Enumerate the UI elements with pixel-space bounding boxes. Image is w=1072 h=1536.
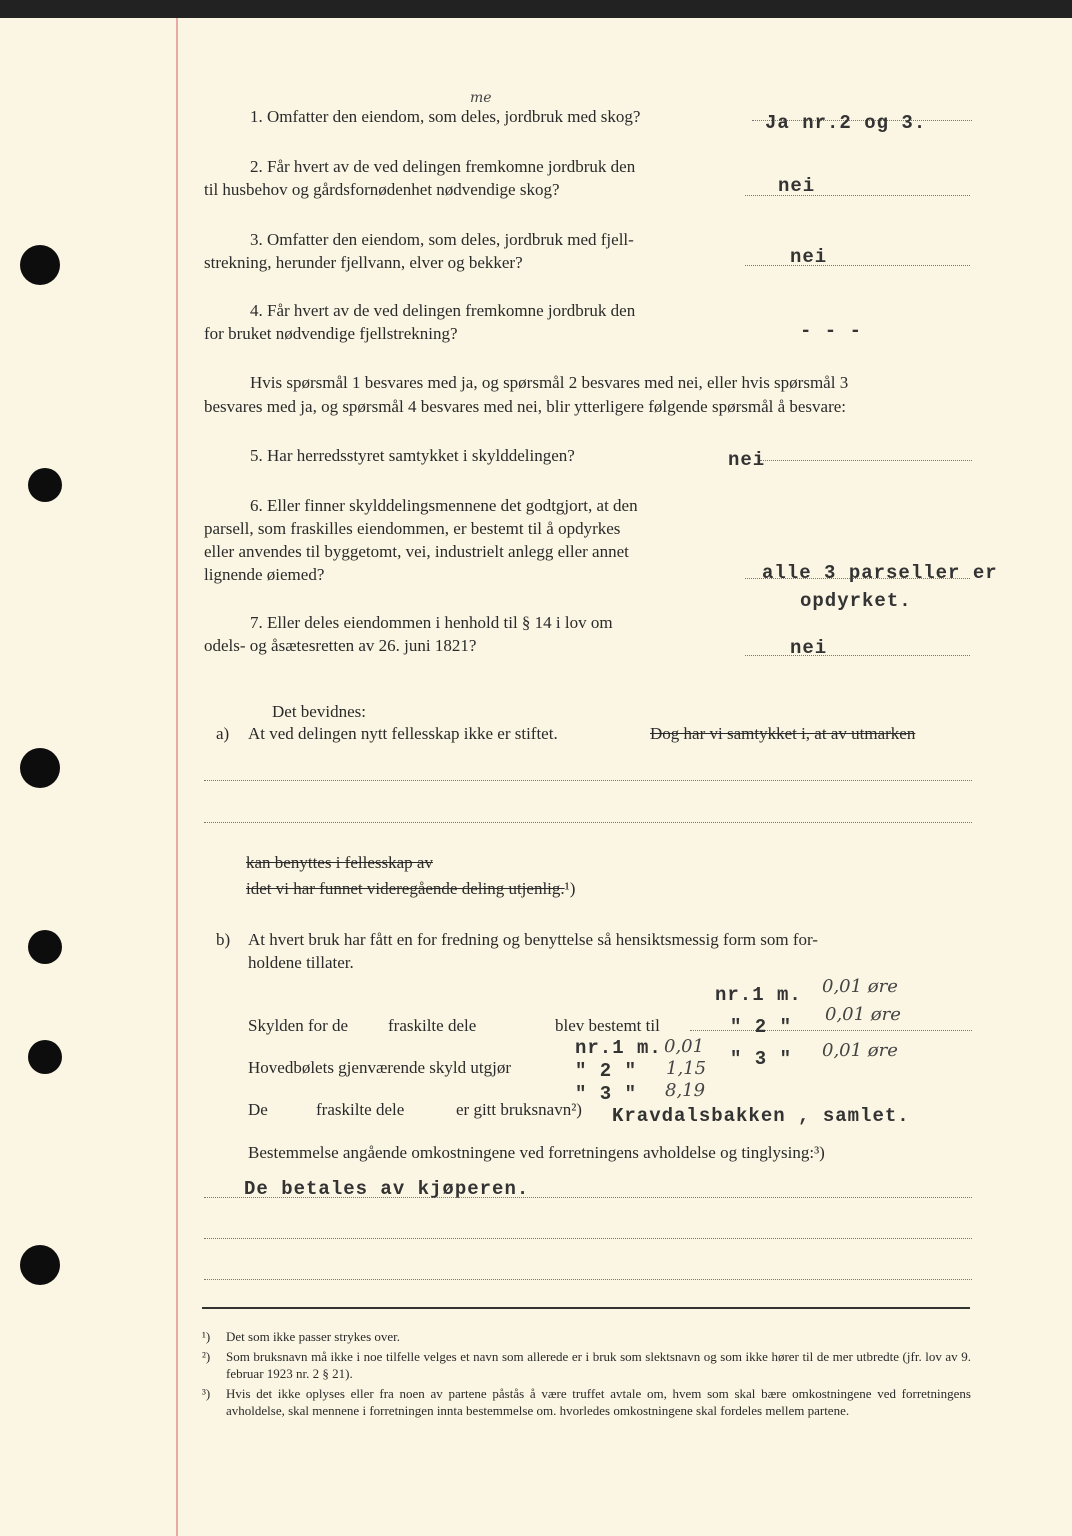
question-3-line2: strekning, herunder fjellvann, elver og bekker? <box>204 253 523 272</box>
condition-line2: besvares med ja, og spørsmål 4 besvares med nei, blir ytterligere følgende spørsmål å besvare: <box>204 397 847 416</box>
question-text: Omfatter den <box>267 107 358 126</box>
question-1 <box>250 106 640 128</box>
question-number: 4. <box>250 301 263 320</box>
footnote-ref: ¹) <box>564 879 576 898</box>
question-number: 5. <box>250 446 263 465</box>
skyld-nr-3: " 3 " <box>730 1048 793 1070</box>
footnote-1: Det som ikke passer strykes over. <box>226 1329 401 1344</box>
question-2-line1 <box>250 156 635 178</box>
question-text: Får hvert av de ved delingen fremkomne jordbruk den <box>267 157 636 176</box>
question-text: Får hvert av de ved delingen fremkomne jordbruk den <box>267 301 636 320</box>
skyld-label-a: Skylden for de <box>248 1016 349 1035</box>
scan-top-edge <box>0 0 1072 18</box>
answer-line <box>760 460 972 461</box>
bruksnavn-value: Kravdalsbakken , samlet. <box>612 1105 910 1127</box>
footnote-2: Som bruksnavn må ikke i noe tilfelle velges et navn som allerede er i bruk som slektsnavn og som ikke hører til de mer utbredte (jfr. lov av 9. februar 1923 nr. 2 § 21). <box>226 1349 971 1381</box>
answer-4: - - - <box>800 320 863 342</box>
answer-3: nei <box>790 246 828 268</box>
question-6-line3: eller anvendes til byggetomt, vei, industrielt anlegg eller annet <box>204 542 629 561</box>
names-label-a: De <box>248 1100 268 1119</box>
punch-hole <box>20 748 60 788</box>
question-text: eiendom, som deles, jordbruk med skog? <box>361 107 641 126</box>
skyld-nr-1: nr.1 m. <box>715 984 802 1006</box>
answer-5: nei <box>728 449 766 471</box>
hoved-value-1: 0,01 <box>664 1036 705 1057</box>
blank-line <box>204 822 972 823</box>
question-4-line1 <box>250 300 635 322</box>
question-6-line2: parsell, som fraskilles eiendommen, er bestemt til å opdyrkes <box>204 519 621 538</box>
certify-b-label: b) <box>216 930 231 949</box>
question-number: 7. <box>250 613 263 632</box>
punch-hole <box>28 468 62 502</box>
certify-a-struck-3-wrap <box>246 878 575 900</box>
skyld-label-b: fraskilte dele <box>388 1016 477 1035</box>
question-number: 2. <box>250 157 263 176</box>
question-6-line1 <box>250 495 638 517</box>
handwritten-insert: me <box>470 90 492 106</box>
footnote-3: Hvis det ikke oplyses eller fra noen av partene påstås å være truffet avtale om, hvem som skal bære omkostningene ved forretningens avholdelse, skal mennene i forretningen innta bestemmelse om. hvorledes omkostningene skal fordeles mellem partene. <box>226 1386 971 1418</box>
certify-a-struck-3: idet vi har funnet videregående deling utjenlig. <box>246 879 565 898</box>
skyld-nr-2: " 2 " <box>730 1016 793 1038</box>
question-text: Har herredsstyret samtykket i skylddelingen? <box>267 446 575 465</box>
margin-line <box>176 18 178 1536</box>
question-number: 1. <box>250 107 263 126</box>
punch-hole <box>20 1245 60 1285</box>
answer-line <box>745 655 970 656</box>
certify-heading: Det bevidnes: <box>272 702 366 721</box>
blank-line <box>204 780 972 781</box>
question-2-line2: til husbehov og gårdsfornødenhet nødvendige skog? <box>204 180 560 199</box>
costs-label: Bestemmelse angående omkostningene ved forretningens avholdelse og tinglysing:³) <box>248 1143 825 1162</box>
question-3-line1 <box>250 229 634 251</box>
skyld-value-2: 0,01 øre <box>825 1004 901 1025</box>
question-text: Eller finner skylddelingsmennene det godtgjort, at den <box>267 496 638 515</box>
answer-line <box>745 265 970 266</box>
certify-a-struck: Dog har vi samtykket i, at av utmarken <box>650 724 916 743</box>
punch-hole <box>28 930 62 964</box>
question-7-line2: odels- og åsætesretten av 26. juni 1821? <box>204 636 477 655</box>
certify-a-label: a) <box>216 724 230 743</box>
question-5 <box>250 445 575 467</box>
certify-a-struck-2: kan benyttes i fellesskap av <box>246 853 433 872</box>
punch-hole <box>28 1040 62 1074</box>
hoved-nr-3: " 3 " <box>575 1083 638 1105</box>
question-number: 3. <box>250 230 263 249</box>
certify-a-text: At ved delingen nytt fellesskap ikke er stiftet. <box>248 724 558 743</box>
hoved-value-3: 8,19 <box>665 1080 706 1101</box>
hoved-value-2: 1,15 <box>666 1058 707 1079</box>
names-label-c: er gitt bruksnavn²) <box>456 1100 582 1119</box>
names-label-b: fraskilte dele <box>316 1100 405 1119</box>
costs-answer: De betales av kjøperen. <box>244 1178 530 1200</box>
question-7-line1 <box>250 612 613 634</box>
punch-hole <box>20 245 60 285</box>
certify-b-line1: At hvert bruk har fått en for fredning og benyttelse så hensiktsmessig form som for- <box>248 930 818 949</box>
question-6-line4: lignende øiemed? <box>204 565 325 584</box>
hoved-nr-1: nr.1 m. <box>575 1037 662 1059</box>
question-text: Eller deles eiendommen i henhold til § 14 i lov om <box>267 613 613 632</box>
footnote-3-mark: ³) <box>202 1386 211 1401</box>
answer-7: nei <box>790 637 828 659</box>
skyld-label-c: blev bestemt til <box>555 1016 660 1035</box>
skyld-value-3: 0,01 øre <box>822 1040 898 1061</box>
answer-1: Ja nr.2 og 3. <box>765 112 927 134</box>
footnote-2-mark: ²) <box>202 1349 211 1364</box>
answer-6-line1: alle 3 parseller er <box>762 562 998 584</box>
answer-6-line2: opdyrket. <box>800 590 912 612</box>
blank-line <box>204 1238 972 1239</box>
hoved-nr-2: " 2 " <box>575 1060 638 1082</box>
blank-line <box>204 1279 972 1280</box>
blank-line <box>204 1197 972 1198</box>
footnote-1-mark: ¹) <box>202 1329 211 1344</box>
answer-2: nei <box>778 175 816 197</box>
skyld-value-1: 0,01 øre <box>822 976 898 997</box>
hoved-label: Hovedbølets gjenværende skyld utgjør <box>248 1058 511 1077</box>
footnote-divider <box>202 1307 970 1309</box>
question-4-line2: for bruket nødvendige fjellstrekning? <box>204 324 458 343</box>
certify-b-line2: holdene tillater. <box>248 953 354 972</box>
condition-line1: Hvis spørsmål 1 besvares med ja, og spørsmål 2 besvares med nei, eller hvis spørsmål 3 <box>250 373 849 392</box>
question-number: 6. <box>250 496 263 515</box>
question-text: Omfatter den eiendom, som deles, jordbruk med fjell- <box>267 230 634 249</box>
